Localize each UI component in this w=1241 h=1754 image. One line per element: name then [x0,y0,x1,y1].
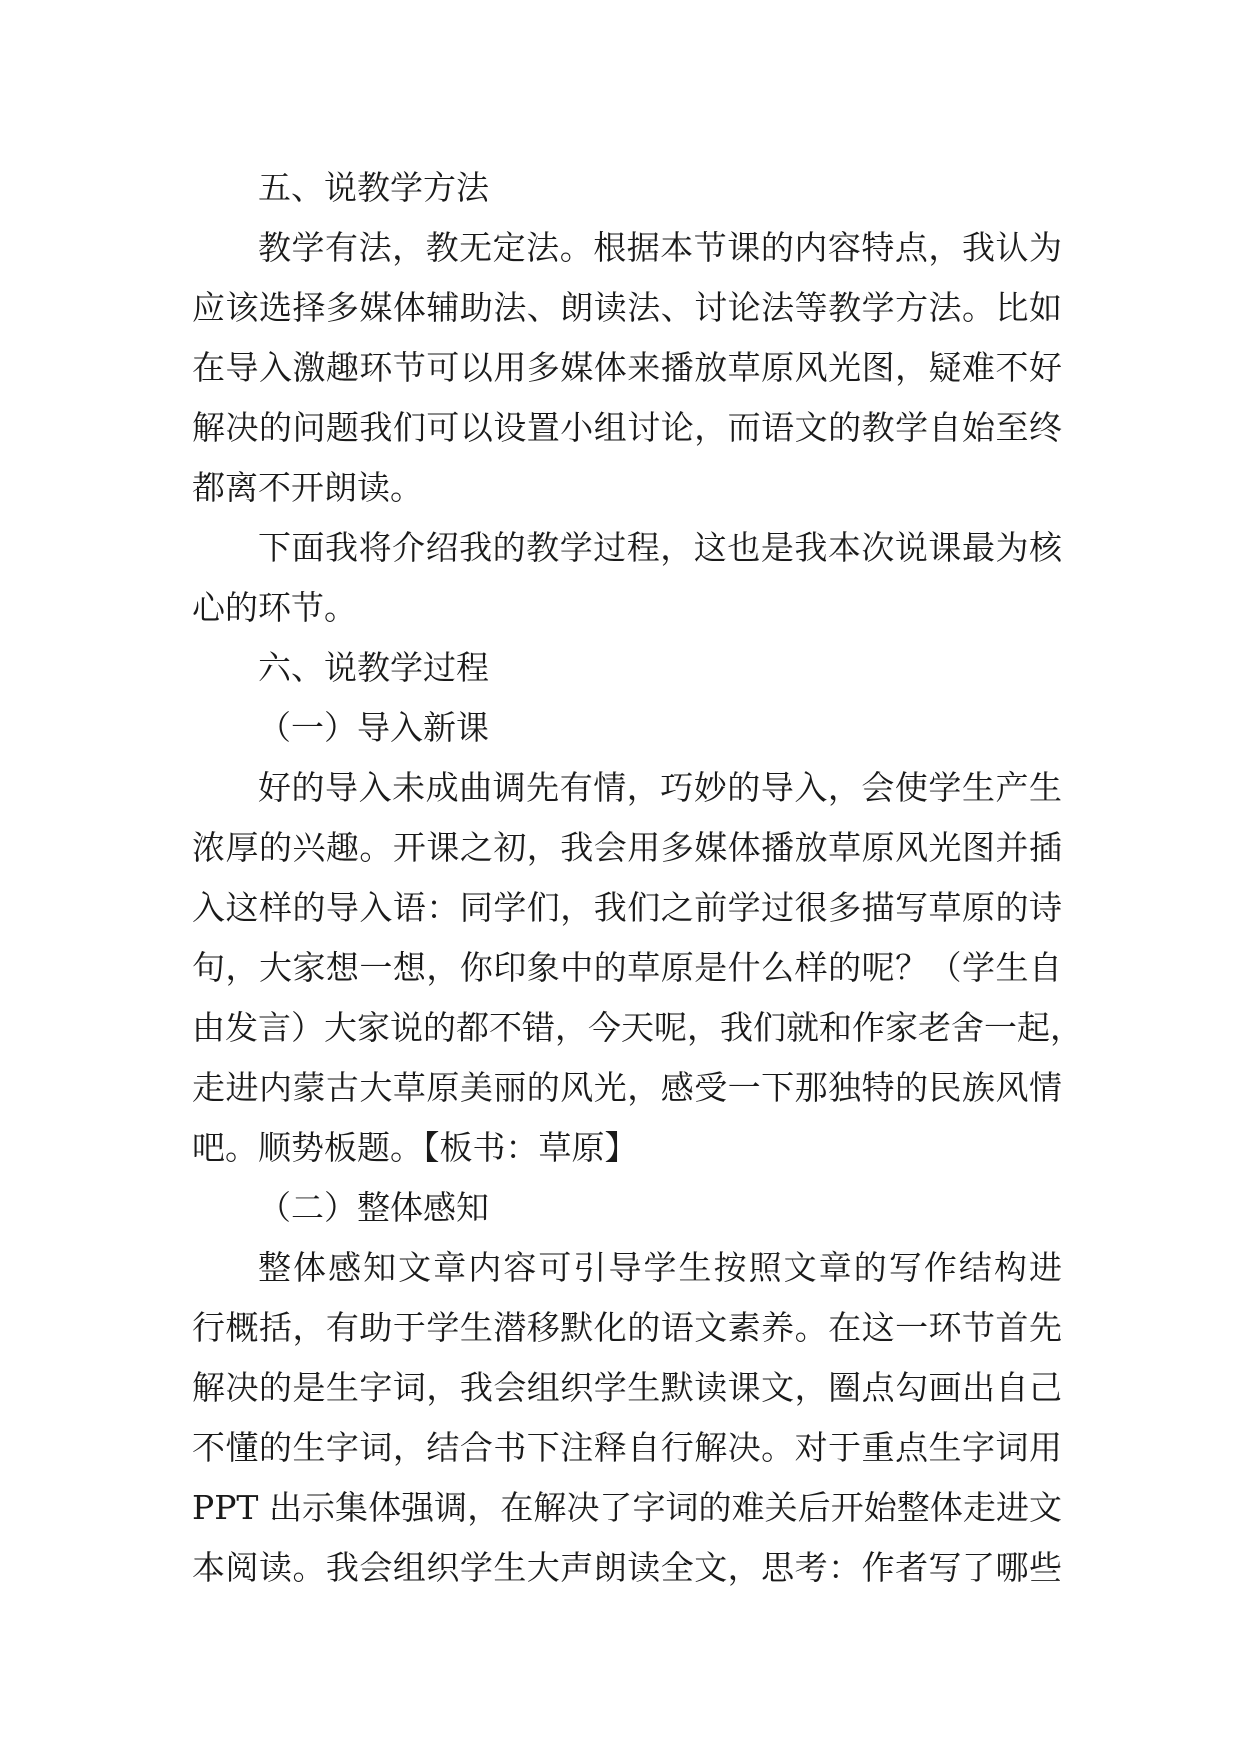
paragraph-line: 在导入激趣环节可以用多媒体来播放草原风光图，疑难不好 [192,348,1062,387]
section-heading: 五、说教学方法 [258,168,489,207]
document-body [192,158,1083,1598]
paragraph-line: 不懂的生字词，结合书下注释自行解决。对于重点生字词用 [192,1428,1062,1467]
paragraph-line: 应该选择多媒体辅助法、朗读法、讨论法等教学方法。比如 [192,288,1062,327]
paragraph-line: PPT 出示集体强调，在解决了字词的难关后开始整体走进文 [192,1488,1062,1527]
paragraph-line: 走进内蒙古大草原美丽的风光，感受一下那独特的民族风情 [192,1068,1062,1107]
paragraph-line: 好的导入未成曲调先有情，巧妙的导入，会使学生产生 [258,768,1062,807]
paragraph-line: 本阅读。我会组织学生大声朗读全文，思考：作者写了哪些 [192,1548,1062,1587]
paragraph-line: 行概括，有助于学生潜移默化的语文素养。在这一环节首先 [192,1308,1062,1347]
sub-heading: （二）整体感知 [258,1188,489,1227]
paragraph-line: 浓厚的兴趣。开课之初，我会用多媒体播放草原风光图并插 [192,828,1062,867]
paragraph-line: 句，大家想一想，你印象中的草原是什么样的呢？（学生自 [192,948,1062,987]
paragraph-line: 由发言）大家说的都不错，今天呢，我们就和作家老舍一起， [192,1008,1083,1047]
sub-heading: （一）导入新课 [258,708,489,747]
paragraph-line: 教学有法，教无定法。根据本节课的内容特点，我认为 [258,228,1062,267]
paragraph-line: 解决的是生字词，我会组织学生默读课文，圈点勾画出自己 [192,1368,1062,1407]
paragraph-line: 下面我将介绍我的教学过程，这也是我本次说课最为核 [258,528,1062,567]
paragraph-line: 入这样的导入语：同学们，我们之前学过很多描写草原的诗 [192,888,1062,927]
paragraph-line: 整体感知文章内容可引导学生按照文章的写作结构进 [258,1248,1062,1287]
paragraph-line: 吧。顺势板题。【板书：草原】 [192,1128,638,1167]
paragraph-line: 解决的问题我们可以设置小组讨论，而语文的教学自始至终 [192,408,1062,447]
paragraph-line: 都离不开朗读。 [192,468,423,507]
section-heading: 六、说教学过程 [258,648,489,687]
paragraph-line: 心的环节。 [192,588,357,627]
